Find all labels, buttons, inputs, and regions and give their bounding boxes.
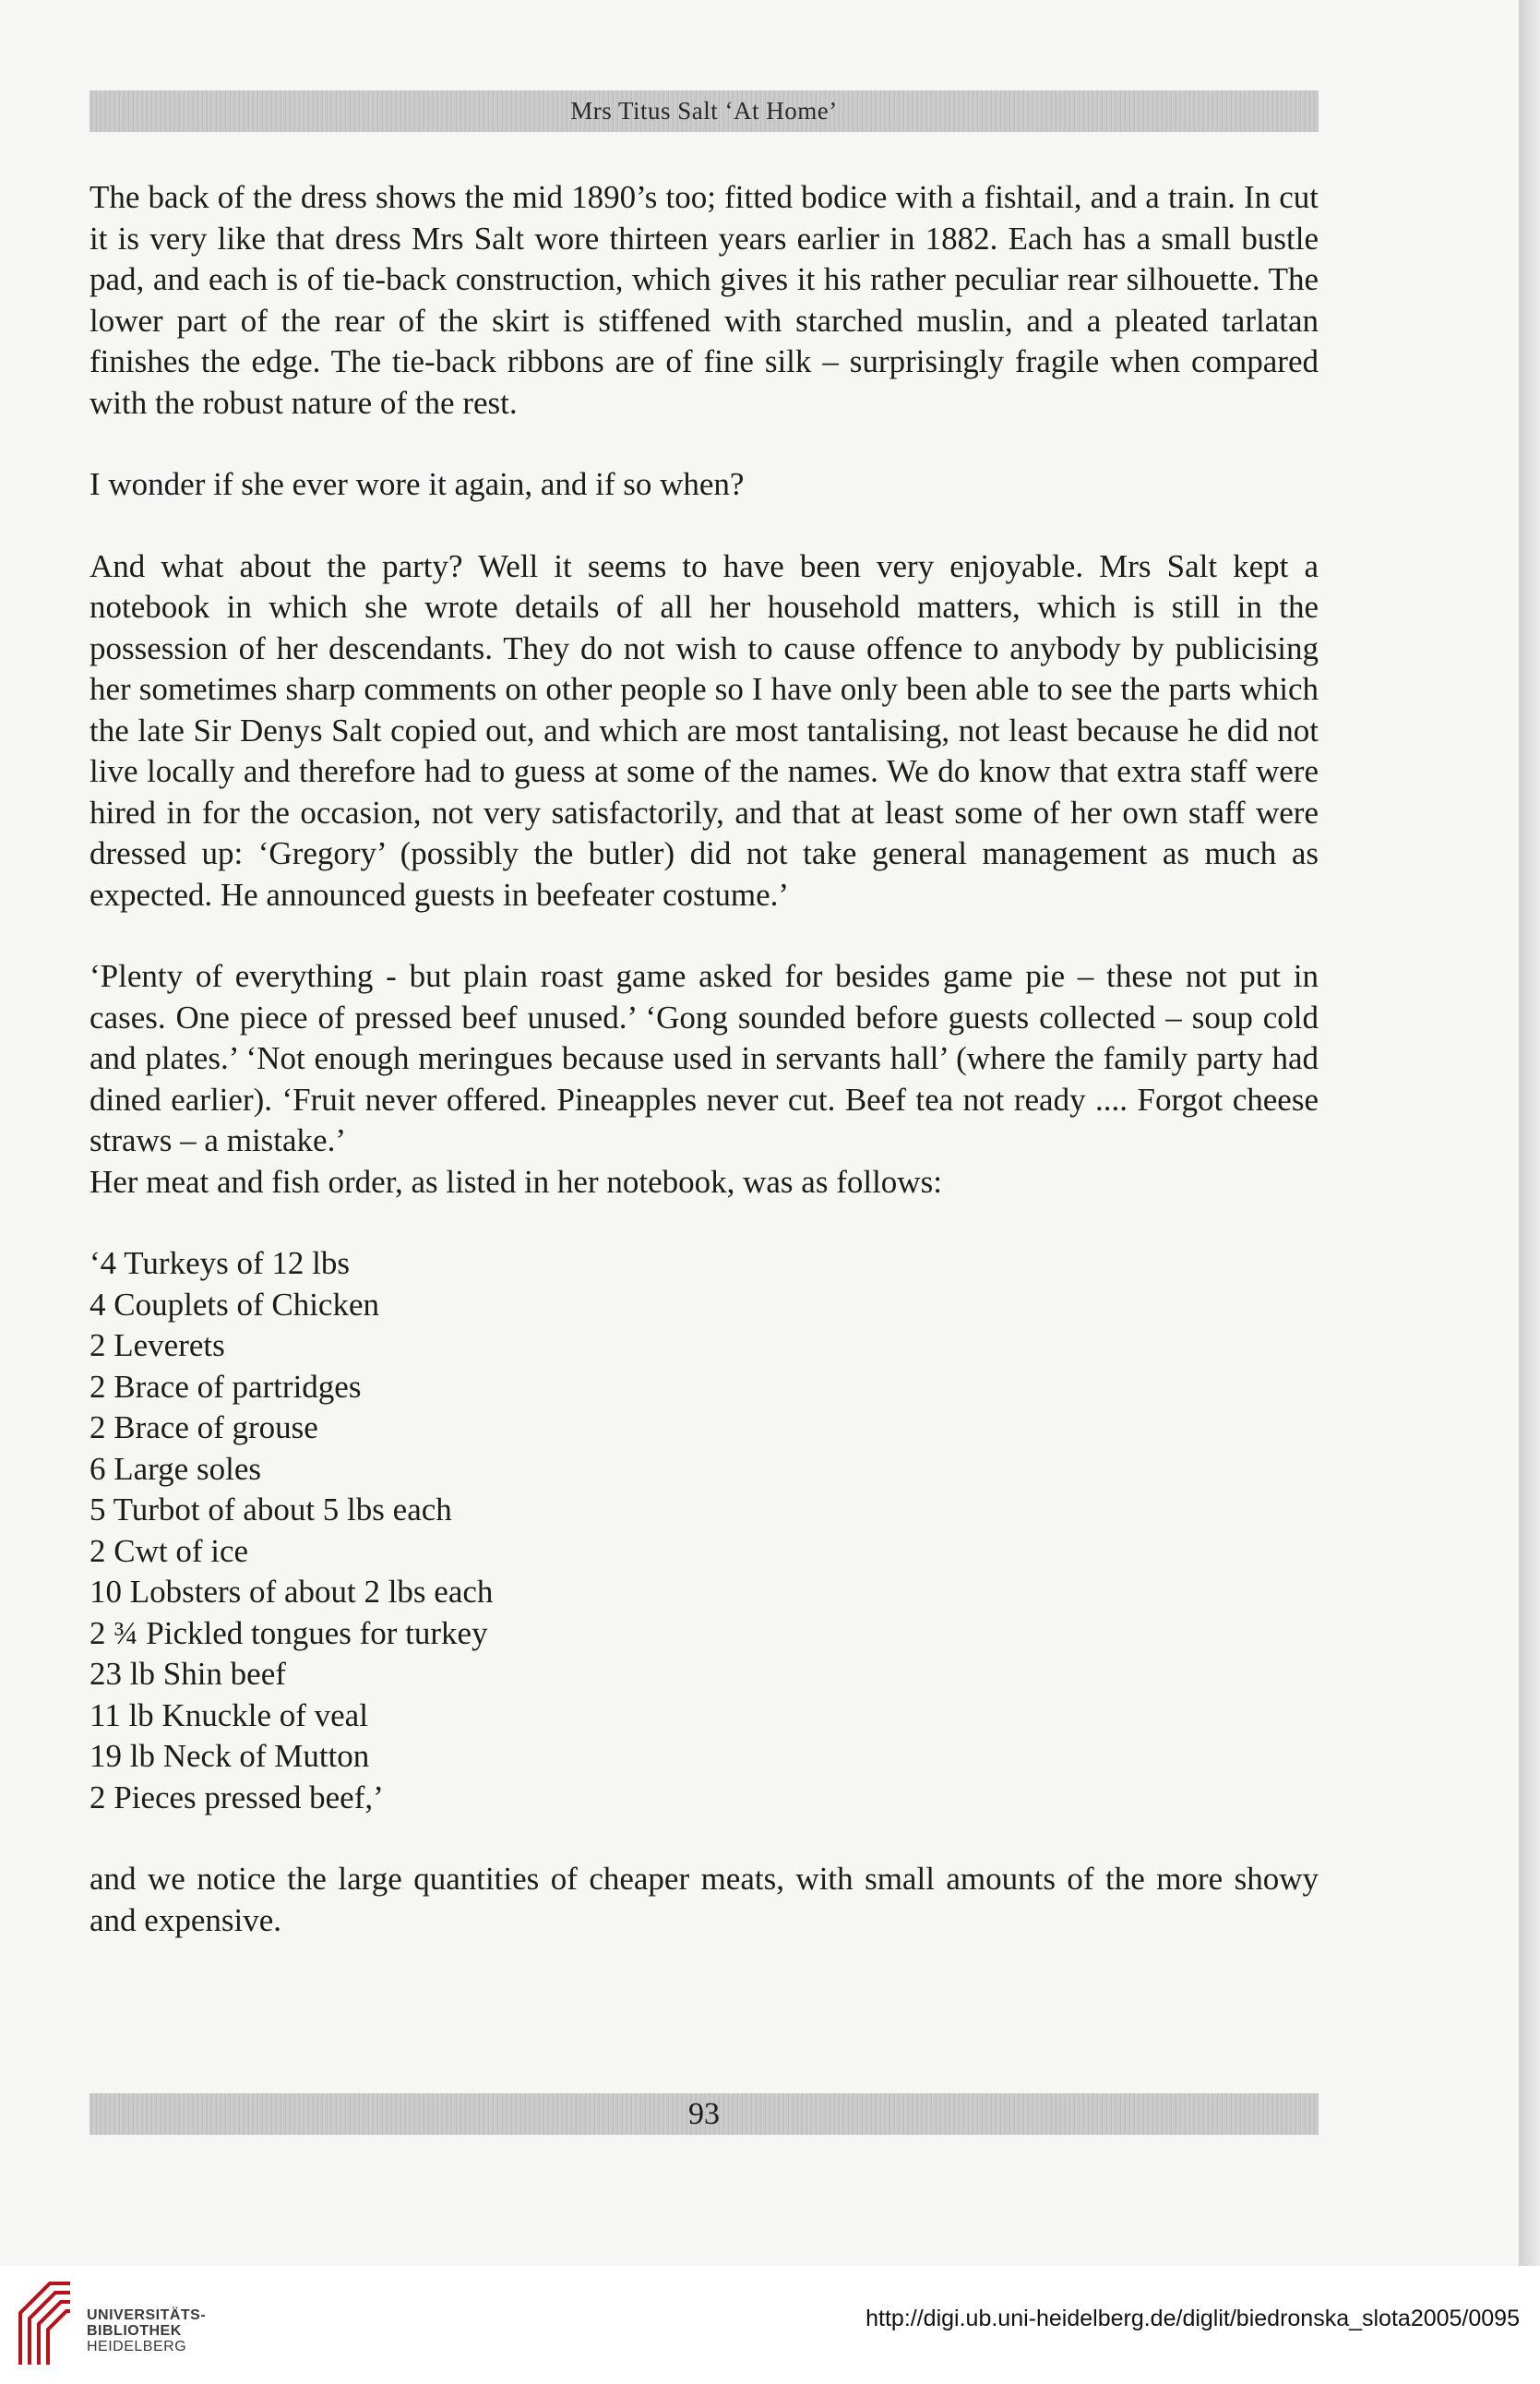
paragraph-closing: and we notice the large quantities of cheaper meats, with small amounts of the more showy and expensive. — [90, 1861, 1319, 1938]
running-title: Mrs Titus Salt ‘At Home’ — [570, 97, 838, 125]
list-item: 2 ¾ Pickled tongues for turkey — [90, 1614, 488, 1651]
list-item: 10 Lobsters of about 2 lbs each — [90, 1574, 494, 1610]
library-name-line2: BIBLIOTHEK — [87, 2323, 182, 2339]
list-item: 4 Couplets of Chicken — [90, 1286, 379, 1323]
list-item: 19 lb Neck of Mutton — [90, 1738, 370, 1774]
list-item: 2 Leverets — [90, 1327, 225, 1363]
page-footer — [90, 2093, 1319, 2135]
list-item: 2 Brace of grouse — [90, 1409, 318, 1445]
list-item: 2 Brace of partridges — [90, 1368, 362, 1405]
list-item: 5 Turbot of about 5 lbs each — [90, 1491, 452, 1527]
library-name-line3: HEIDELBERG — [87, 2339, 187, 2354]
paragraph-dress: The back of the dress shows the mid 1890’s too; fitted bodice with a fishtail, and a train. In cut it is very like that dress Mrs Salt wore thirteen years earlier in 1882. Each has a small bustle pad, and each is of tie-back construction, which gives it his rather peculiar rear silhouette. The lower part of the rear of the skirt is stiffened with starched muslin, and a pleated tarlatan finishes the edge. The tie-back ribbons are of fine silk – surprisingly fragile when compared with the robust nature of the rest. — [90, 179, 1319, 421]
list-item: ‘4 Turkeys of 12 lbs — [90, 1245, 350, 1281]
library-name-line1: UNIVERSITÄTS- — [87, 2307, 207, 2323]
list-item: 11 lb Knuckle of veal — [90, 1696, 368, 1733]
paragraph-order-intro: Her meat and fish order, as listed in her notebook, was as follows: — [90, 1163, 942, 1200]
library-logo-icon[interactable] — [13, 2276, 78, 2368]
page-number: 93 — [688, 2096, 720, 2131]
list-item: 2 Pieces pressed beef,’ — [90, 1779, 384, 1815]
order-list — [90, 1243, 1319, 1818]
source-url-link[interactable]: http://digi.ub.uni-heidelberg.de/diglit/biedronska_slota2005/0095 — [866, 2306, 1520, 2331]
paragraph-wonder: I wonder if she ever wore it again, and if so when? — [90, 466, 745, 502]
library-name — [87, 2307, 206, 2354]
page-body — [90, 177, 1319, 1941]
page-gutter — [1519, 0, 1540, 2266]
paragraph-quotes: ‘Plenty of everything - but plain roast game asked for besides game pie – these not put in cases. One piece of pressed beef unused.’ ‘Gong sounded before guests collected – soup cold and plates.’ ‘Not enough meringues because used in servants hall’ (where the family party had dined earlier). ‘Fruit never offered. Pineapples never cut. Beef tea not ready .... Forgot cheese straws – a mistake.’ — [90, 958, 1319, 1158]
paragraph-party: And what about the party? Well it seems to have been very enjoyable. Mrs Salt kept a notebook in which she wrote details of all her household matters, which is still in the possession of her descendants. They do not wish to cause offence to anybody by publicising her sometimes sharp comments on other people so I have only been able to see the parts which the late Sir Denys Salt copied out, and which are most tantalising, not least because he did not live locally and therefore had to guess at some of the names. We do know that extra staff were hired in for the occasion, not very satisfactorily, and that at least some of her own staff were dressed up: ‘Gregory’ (possibly the butler) did not take general management as much as expected. He announced guests in beefeater costume.’ — [90, 547, 1319, 913]
list-item: 6 Large soles — [90, 1450, 261, 1487]
running-header — [90, 90, 1319, 132]
list-item: 2 Cwt of ice — [90, 1532, 249, 1569]
list-item: 23 lb Shin beef — [90, 1656, 286, 1692]
